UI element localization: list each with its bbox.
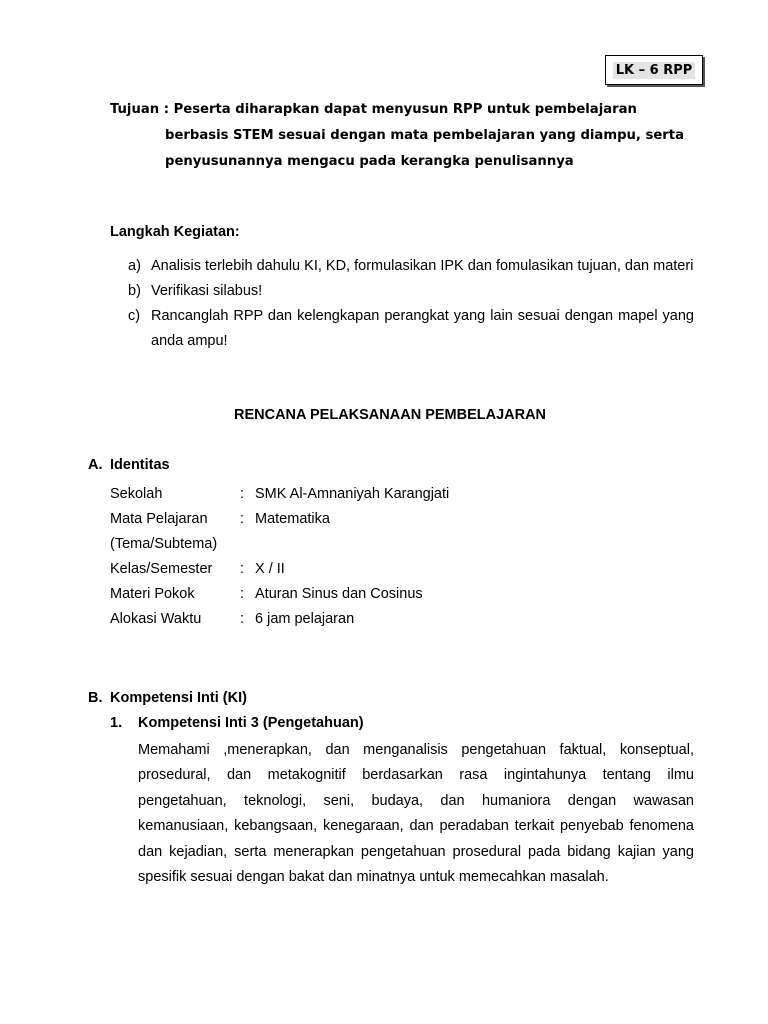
identitas-value: 6 jam pelajaran bbox=[255, 611, 355, 627]
identitas-colon: : bbox=[240, 486, 245, 502]
list-item bbox=[128, 254, 694, 279]
identitas-value: X / II bbox=[255, 561, 285, 577]
ki3-paragraph: Memahami ,menerapkan, dan menganalisis pengetahuan faktual, konseptual, prosedural, dan metakognitif berdasarkan rasa ingintahunya tentang ilmu pengetahuan, teknologi, seni, budaya, dan humaniora dengan wawasan kemanusiaan, kebangsaan, kenegaraan, dan peradaban terkait penyebab fenomena dan kejadian, serta menerapkan pengetahuan prosedural pada bidang kajian yang spesifik sesuai dengan bakat dan minatnya untuk memecahkan masalah. bbox=[138, 742, 694, 886]
section-a-marker: A. bbox=[88, 457, 103, 473]
list-item-text: Verifikasi silabus! bbox=[151, 283, 263, 299]
identitas-label: Materi Pokok bbox=[110, 586, 195, 602]
identitas-colon: : bbox=[240, 511, 245, 527]
identitas-value: SMK Al-Amnaniyah Karangjati bbox=[255, 486, 450, 502]
list-item-text: Rancanglah RPP dan kelengkapan perangkat yang lain sesuai dengan mapel yang anda ampu! bbox=[151, 308, 694, 349]
list-marker: b) bbox=[128, 283, 141, 299]
identitas-value: Matematika bbox=[255, 511, 330, 527]
identitas-colon: : bbox=[240, 611, 245, 627]
list-item-text: Analisis terlebih dahulu KI, KD, formulasikan IPK dan fomulasikan tujuan, dan materi bbox=[151, 258, 694, 274]
section-a-title: Identitas bbox=[110, 457, 170, 473]
langkah-kegiatan-heading: Langkah Kegiatan: bbox=[110, 224, 240, 240]
list-marker: c) bbox=[128, 308, 141, 324]
identitas-value: Aturan Sinus dan Cosinus bbox=[255, 586, 423, 602]
tujuan-line-2: berbasis STEM sesuai dengan mata pembelajaran yang diampu, serta bbox=[165, 128, 684, 143]
identitas-label: Kelas/Semester bbox=[110, 561, 213, 577]
subsection-title: Kompetensi Inti 3 (Pengetahuan) bbox=[138, 715, 364, 731]
identitas-label: Mata Pelajaran bbox=[110, 511, 208, 527]
tujuan-line-3: penyusunannya mengacu pada kerangka penulisannya bbox=[165, 154, 574, 169]
rpp-title: RENCANA PELAKSANAAN PEMBELAJARAN bbox=[234, 407, 547, 423]
document-code-badge bbox=[605, 55, 703, 85]
identitas-label: Sekolah bbox=[110, 486, 163, 502]
subsection-marker: 1. bbox=[110, 715, 123, 731]
section-b-title: Kompetensi Inti (KI) bbox=[110, 690, 247, 706]
section-b-marker: B. bbox=[88, 690, 103, 706]
identitas-label: Alokasi Waktu bbox=[110, 611, 202, 627]
tujuan-line-1: Tujuan : Peserta diharapkan dapat menyusun RPP untuk pembelajaran bbox=[110, 102, 637, 117]
identitas-colon: : bbox=[240, 586, 245, 602]
identitas-label: (Tema/Subtema) bbox=[110, 536, 218, 552]
document-code-label: LK – 6 RPP bbox=[613, 62, 696, 79]
langkah-list bbox=[128, 254, 694, 354]
identitas-colon: : bbox=[240, 561, 245, 577]
list-item bbox=[128, 279, 694, 304]
list-marker: a) bbox=[128, 258, 141, 274]
list-item bbox=[128, 304, 694, 354]
